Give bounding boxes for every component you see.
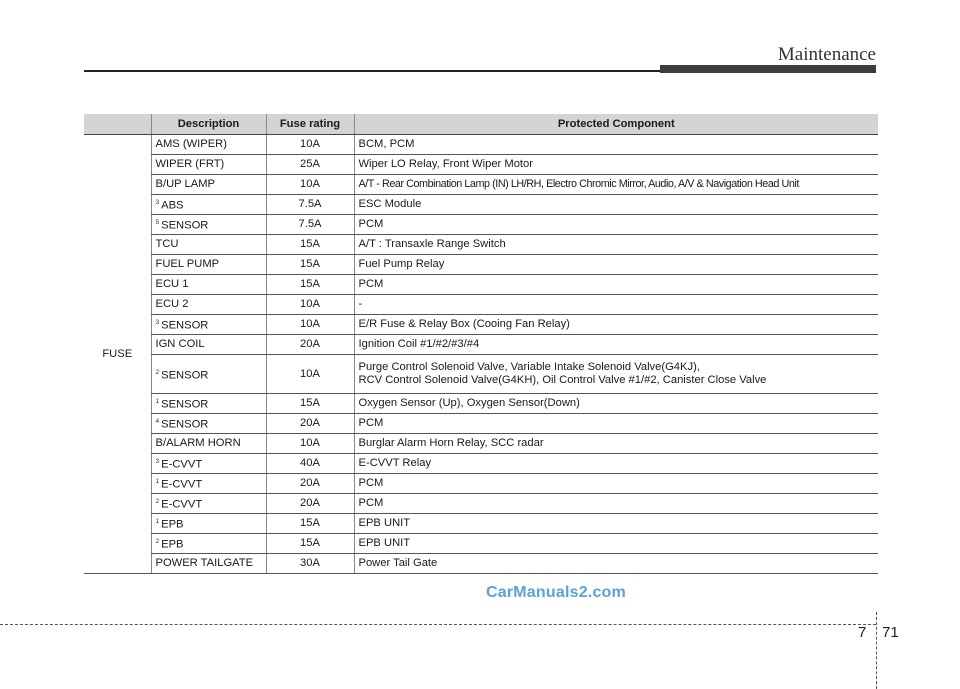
cell-fuse-rating: 15A bbox=[266, 235, 354, 255]
cell-description bbox=[151, 295, 266, 315]
circuit-marker: 4 bbox=[155, 418, 160, 426]
cell-protected-component bbox=[354, 554, 878, 574]
component-text: A/T - Rear Combination Lamp (IN) LH/RH, Electro Chromic Mirror, Audio, A/V & Navigation Head Unit bbox=[358, 178, 799, 190]
cell-protected-component bbox=[354, 335, 878, 355]
component-text: A/T : Transaxle Range Switch bbox=[358, 238, 506, 250]
description-text: B/ALARM HORN bbox=[155, 437, 241, 449]
cell-protected-component bbox=[354, 295, 878, 315]
component-text: Burglar Alarm Horn Relay, SCC radar bbox=[358, 437, 544, 449]
component-text: Fuel Pump Relay bbox=[358, 258, 445, 270]
cell-fuse-rating: 20A bbox=[266, 474, 354, 494]
cell-protected-component bbox=[354, 235, 878, 255]
table-row bbox=[84, 355, 878, 394]
table-row bbox=[84, 434, 878, 454]
circuit-marker: 1 bbox=[155, 518, 160, 526]
cell-protected-component bbox=[354, 155, 878, 175]
cell-description bbox=[151, 494, 266, 514]
component-text: PCM bbox=[358, 218, 384, 230]
description-text: SENSOR bbox=[161, 398, 209, 411]
cell-fuse-rating: 10A bbox=[266, 175, 354, 195]
cell-fuse-rating: 40A bbox=[266, 454, 354, 474]
cell-description bbox=[151, 215, 266, 235]
cell-protected-component bbox=[354, 355, 878, 394]
table-row bbox=[84, 335, 878, 355]
circuit-marker: 2 bbox=[155, 368, 160, 376]
table-row bbox=[84, 135, 878, 155]
cell-description bbox=[151, 434, 266, 454]
cell-protected-component bbox=[354, 494, 878, 514]
cell-fuse-rating: 20A bbox=[266, 414, 354, 434]
cell-protected-component bbox=[354, 275, 878, 295]
component-text: PCM bbox=[358, 278, 384, 290]
cell-description bbox=[151, 355, 266, 394]
component-text: Power Tail Gate bbox=[358, 557, 438, 569]
table-row bbox=[84, 474, 878, 494]
table-row bbox=[84, 175, 878, 195]
description-text: SENSOR bbox=[161, 418, 209, 431]
cell-fuse-rating: 25A bbox=[266, 155, 354, 175]
cell-description bbox=[151, 235, 266, 255]
footer-dash-line bbox=[0, 624, 876, 625]
component-text: ESC Module bbox=[358, 198, 422, 210]
cell-protected-component bbox=[354, 534, 878, 554]
cell-fuse-rating: 30A bbox=[266, 554, 354, 574]
description-text: ECU 2 bbox=[155, 298, 189, 310]
description-text: ABS bbox=[161, 199, 184, 212]
component-text: BCM, PCM bbox=[358, 138, 415, 150]
cell-description bbox=[151, 414, 266, 434]
cell-protected-component bbox=[354, 474, 878, 494]
component-text: Wiper LO Relay, Front Wiper Motor bbox=[358, 158, 533, 170]
table-row bbox=[84, 494, 878, 514]
component-text: E-CVVT Relay bbox=[358, 457, 432, 469]
cell-fuse-rating: 15A bbox=[266, 534, 354, 554]
section-title: Maintenance bbox=[777, 44, 876, 65]
table-row bbox=[84, 454, 878, 474]
description-text: EPB bbox=[161, 538, 184, 551]
description-text: EPB bbox=[161, 518, 184, 531]
cell-protected-component bbox=[354, 315, 878, 335]
cell-protected-component bbox=[354, 394, 878, 414]
description-text: E-CVVT bbox=[161, 478, 203, 491]
component-text: PCM bbox=[358, 497, 384, 509]
description-text: SENSOR bbox=[161, 219, 209, 232]
cell-fuse-rating: 10A bbox=[266, 315, 354, 335]
chapter-number: 7 bbox=[858, 624, 867, 641]
table-row bbox=[84, 155, 878, 175]
description-text: E-CVVT bbox=[161, 458, 203, 471]
cell-fuse-rating: 20A bbox=[266, 335, 354, 355]
cell-protected-component bbox=[354, 514, 878, 534]
description-text: AMS (WIPER) bbox=[155, 138, 227, 150]
fuse-table-body bbox=[84, 135, 878, 574]
header-fuse-rating: Fuse rating bbox=[266, 114, 354, 135]
description-text: SENSOR bbox=[161, 319, 209, 332]
description-text: FUEL PUMP bbox=[155, 258, 220, 270]
description-text: TCU bbox=[155, 238, 179, 250]
component-text: EPB UNIT bbox=[358, 517, 411, 529]
circuit-marker: 1 bbox=[155, 398, 160, 406]
table-row bbox=[84, 554, 878, 574]
cell-description bbox=[151, 514, 266, 534]
component-text-line2: RCV Control Solenoid Valve(G4KH), Oil Control Valve #1/#2, Canister Close Valve bbox=[358, 374, 767, 386]
description-text: ECU 1 bbox=[155, 278, 189, 290]
fuse-table bbox=[84, 114, 878, 574]
watermark: CarManuals2.com bbox=[486, 584, 626, 601]
header-blank bbox=[84, 114, 151, 135]
cell-protected-component bbox=[354, 215, 878, 235]
header-protected-component: Protected Component bbox=[354, 114, 878, 135]
cell-protected-component bbox=[354, 454, 878, 474]
cell-description bbox=[151, 315, 266, 335]
circuit-marker: 3 bbox=[155, 319, 160, 327]
cell-description bbox=[151, 195, 266, 215]
cell-fuse-rating: 15A bbox=[266, 514, 354, 534]
table-row bbox=[84, 195, 878, 215]
description-text: POWER TAILGATE bbox=[155, 557, 254, 569]
cell-description bbox=[151, 554, 266, 574]
description-text: WIPER (FRT) bbox=[155, 158, 225, 170]
cell-protected-component bbox=[354, 135, 878, 155]
cell-description bbox=[151, 534, 266, 554]
cell-description bbox=[151, 255, 266, 275]
cell-protected-component bbox=[354, 175, 878, 195]
description-text: SENSOR bbox=[161, 369, 209, 382]
cell-description bbox=[151, 135, 266, 155]
cell-fuse-rating: 10A bbox=[266, 295, 354, 315]
cell-fuse-rating: 10A bbox=[266, 355, 354, 394]
table-row bbox=[84, 295, 878, 315]
cell-description bbox=[151, 155, 266, 175]
table-row bbox=[84, 215, 878, 235]
footer-vertical-dash bbox=[876, 612, 877, 689]
cell-description bbox=[151, 454, 266, 474]
cell-fuse-rating: 7.5A bbox=[266, 215, 354, 235]
circuit-marker: 5 bbox=[155, 219, 160, 227]
cell-description bbox=[151, 275, 266, 295]
header-rule-thin bbox=[84, 70, 664, 72]
circuit-marker: 2 bbox=[155, 498, 160, 506]
description-text: B/UP LAMP bbox=[155, 178, 215, 190]
cell-description bbox=[151, 175, 266, 195]
table-header-row bbox=[84, 114, 878, 135]
page-number: 71 bbox=[882, 624, 899, 641]
circuit-marker: 2 bbox=[155, 538, 160, 546]
component-text: E/R Fuse & Relay Box (Cooing Fan Relay) bbox=[358, 318, 570, 330]
cell-fuse-rating: 15A bbox=[266, 275, 354, 295]
cell-protected-component bbox=[354, 255, 878, 275]
cell-fuse-rating: 7.5A bbox=[266, 195, 354, 215]
cell-description bbox=[151, 394, 266, 414]
cell-description bbox=[151, 474, 266, 494]
header-rule-thick bbox=[660, 65, 876, 73]
cell-fuse-rating: 15A bbox=[266, 255, 354, 275]
table-row bbox=[84, 394, 878, 414]
cell-protected-component bbox=[354, 195, 878, 215]
cell-fuse-rating: 15A bbox=[266, 394, 354, 414]
circuit-marker: 3 bbox=[155, 199, 160, 207]
table-row bbox=[84, 275, 878, 295]
cell-fuse-rating: 10A bbox=[266, 434, 354, 454]
table-row bbox=[84, 414, 878, 434]
component-text: - bbox=[358, 298, 363, 310]
table-row bbox=[84, 315, 878, 335]
table-row bbox=[84, 255, 878, 275]
cell-fuse-rating: 10A bbox=[266, 135, 354, 155]
component-text: PCM bbox=[358, 477, 384, 489]
header-description: Description bbox=[151, 114, 266, 135]
circuit-marker: 1 bbox=[155, 478, 160, 486]
cell-protected-component bbox=[354, 434, 878, 454]
component-text: EPB UNIT bbox=[358, 537, 411, 549]
description-text: IGN COIL bbox=[155, 338, 205, 350]
component-text: Oxygen Sensor (Up), Oxygen Sensor(Down) bbox=[358, 397, 580, 409]
circuit-marker: 3 bbox=[155, 458, 160, 466]
cell-fuse-rating: 20A bbox=[266, 494, 354, 514]
cell-description bbox=[151, 335, 266, 355]
table-row bbox=[84, 235, 878, 255]
component-text: Purge Control Solenoid Valve, Variable Intake Solenoid Valve(G4KJ), bbox=[358, 361, 700, 373]
group-label-fuse: FUSE bbox=[84, 135, 151, 574]
description-text: E-CVVT bbox=[161, 498, 203, 511]
table-row bbox=[84, 534, 878, 554]
table-row bbox=[84, 514, 878, 534]
cell-protected-component bbox=[354, 414, 878, 434]
component-text: PCM bbox=[358, 417, 384, 429]
component-text: Ignition Coil #1/#2/#3/#4 bbox=[358, 338, 480, 350]
